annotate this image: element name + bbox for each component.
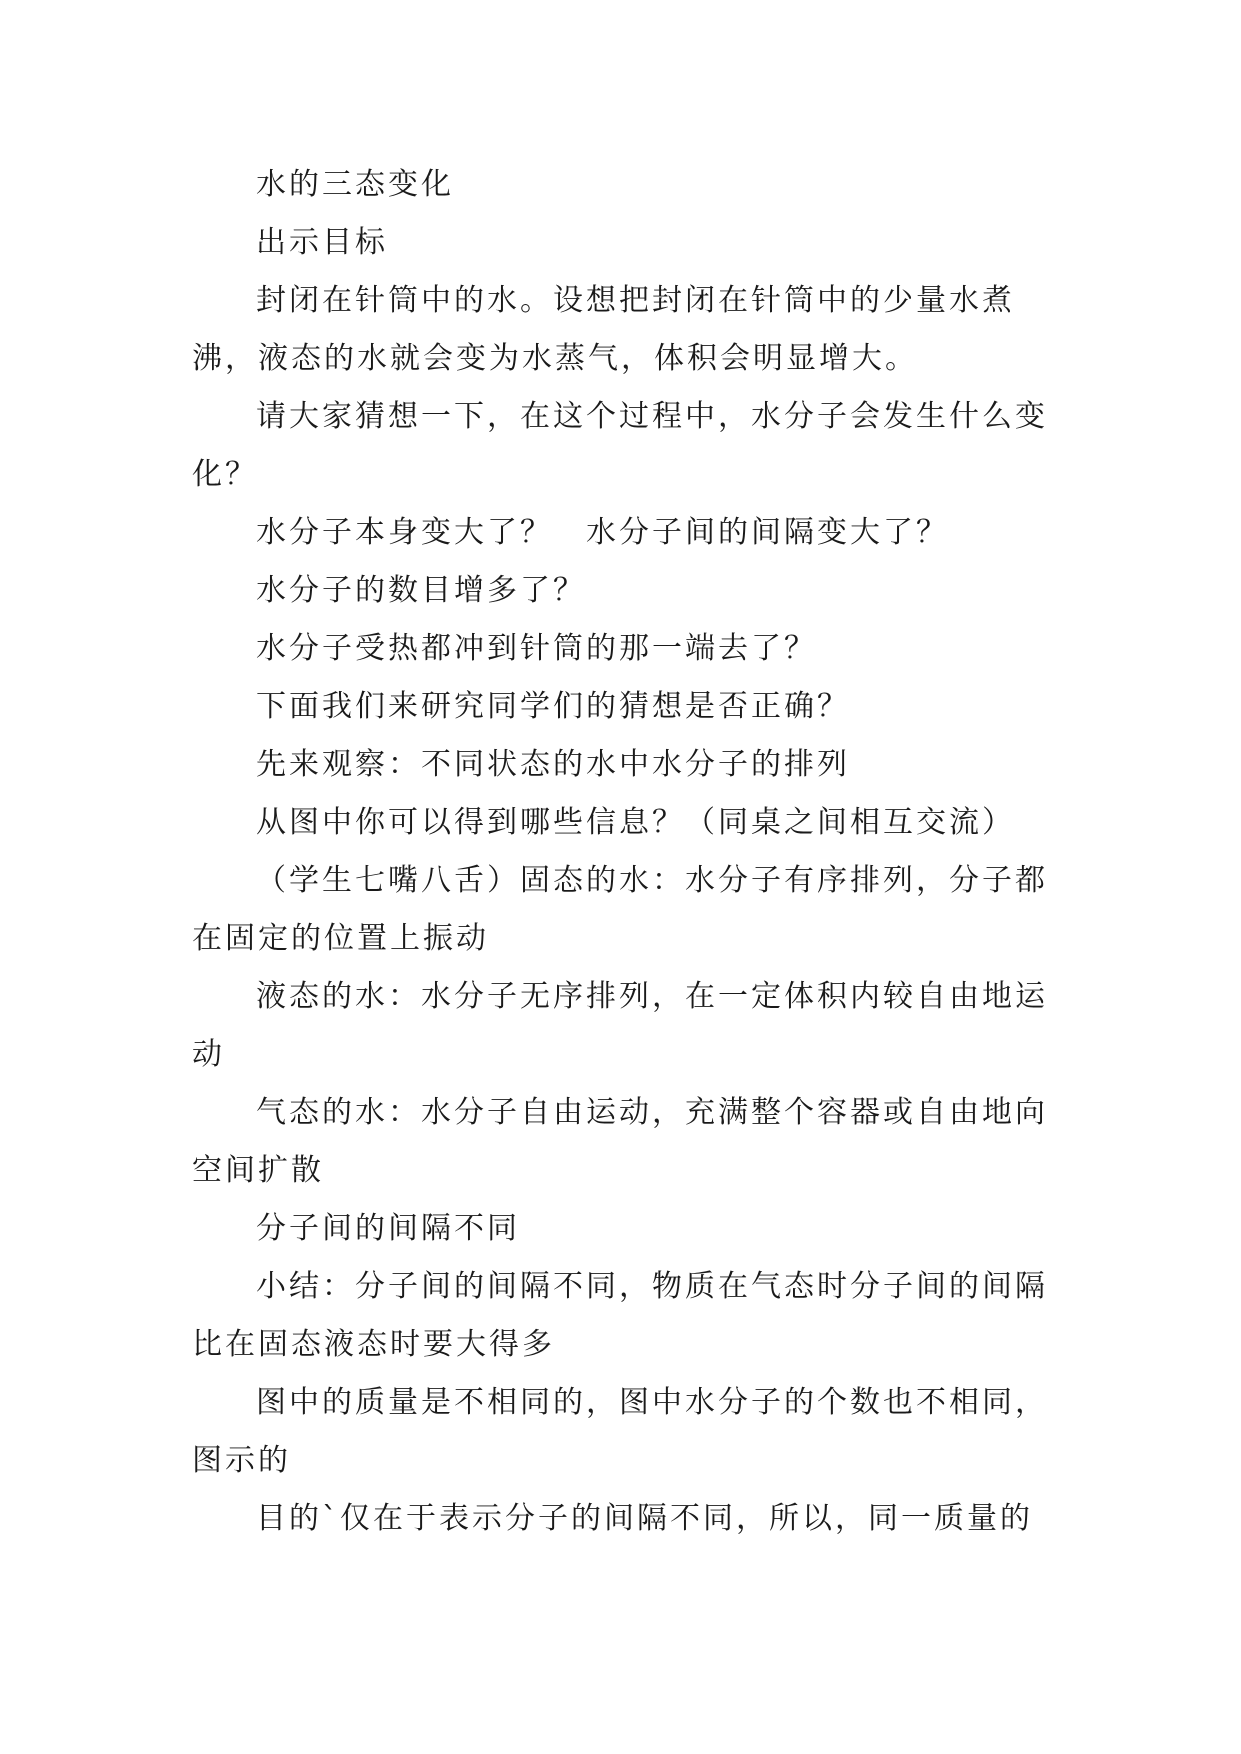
paragraph-observe: 先来观察：不同状态的水中水分子的排列 [256,747,850,782]
paragraph-liquid-water: 液态的水：水分子无序排列，在一定体积内较自由地运动 [192,979,1048,1072]
paragraph-purpose-note: 目的`仅在于表示分子的间隔不同，所以，同一质量的 [256,1501,1033,1536]
paragraph-info-question: 从图中你可以得到哪些信息？（同桌之间相互交流） [256,805,1015,840]
paragraph-mass-note: 图中的质量是不相同的，图中水分子的个数也不相同，图示的 [192,1385,1048,1478]
document-title: 水的三态变化 [256,167,454,202]
paragraph-guess-question: 请大家猜想一下，在这个过程中，水分子会发生什么变化？ [192,399,1048,492]
paragraph-guess-1: 水分子本身变大了？ 水分子间的间隔变大了？ [256,515,949,550]
paragraph-summary: 小结：分子间的间隔不同，物质在气态时分子间的间隔比在固态液态时要大得多 [192,1269,1048,1362]
paragraph-show-objectives: 出示目标 [256,225,388,260]
paragraph-spacing-differs: 分子间的间隔不同 [256,1211,520,1246]
paragraph-research: 下面我们来研究同学们的猜想是否正确？ [256,689,850,724]
document-body [192,156,1062,1548]
paragraph-guess-3: 水分子受热都冲到针筒的那一端去了？ [256,631,817,666]
paragraph-gas-water: 气态的水：水分子自由运动，充满整个容器或自由地向空间扩散 [192,1095,1048,1188]
paragraph-syringe-water: 封闭在针筒中的水。设想把封闭在针筒中的少量水煮沸，液态的水就会变为水蒸气，体积会明显增大。 [192,283,1015,376]
paragraph-guess-2: 水分子的数目增多了？ [256,573,586,608]
paragraph-solid-water: （学生七嘴八舌）固态的水：水分子有序排列，分子都在固定的位置上振动 [192,863,1048,956]
